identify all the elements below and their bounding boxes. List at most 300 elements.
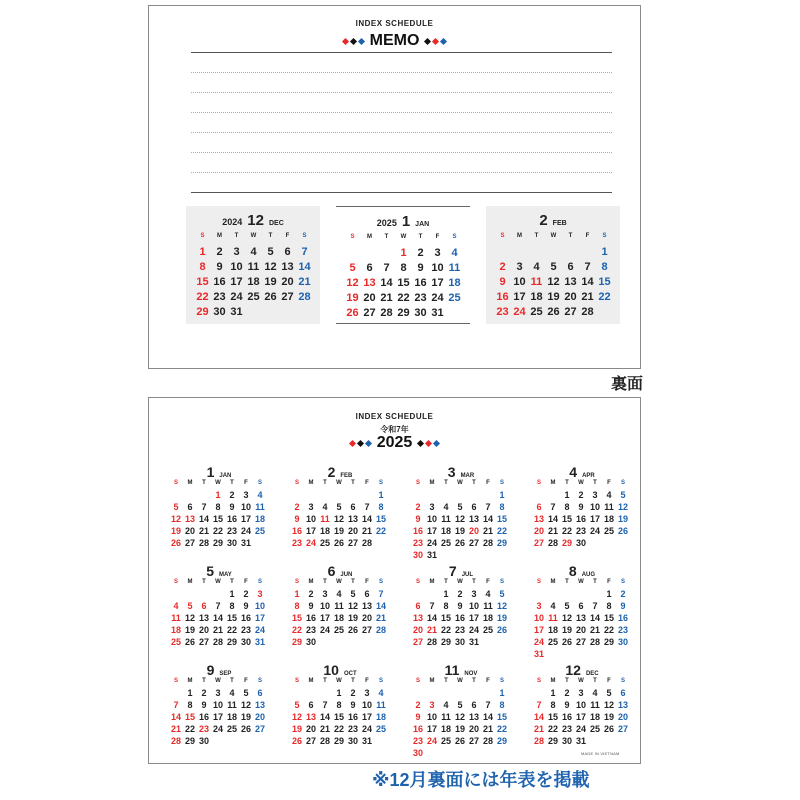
day-cell: 1 [229, 589, 235, 599]
weekday-label: F [607, 480, 611, 486]
day-cell: 8 [378, 502, 384, 512]
day-cell: 17 [589, 514, 600, 524]
weekday-label: F [607, 678, 611, 684]
day-cell: 13 [198, 613, 209, 623]
memo-top-rule [191, 52, 612, 53]
day-cell: 28 [361, 538, 372, 548]
day-cell: 4 [336, 589, 342, 599]
month-header [532, 662, 632, 678]
weekday-label: T [230, 579, 234, 585]
day-cell: 21 [212, 625, 223, 635]
day-cell: 3 [233, 246, 240, 258]
day-cell: 14 [298, 261, 311, 273]
day-cell: 27 [198, 637, 209, 647]
weekday-label: W [250, 233, 257, 239]
blank-cell [411, 687, 425, 699]
day-cell: 8 [499, 700, 505, 710]
day-cell: 2 [457, 589, 463, 599]
blank-cell [453, 687, 467, 699]
day-cell: 20 [347, 526, 358, 536]
weekday-label: F [585, 233, 590, 239]
day-cell: 24 [589, 526, 600, 536]
day-cell: 7 [322, 700, 328, 710]
day-cell: 20 [361, 613, 372, 623]
day-cell: 30 [454, 637, 465, 647]
day-cell: 6 [308, 700, 314, 710]
day-cell: 27 [575, 637, 586, 647]
day-cell: 17 [319, 613, 330, 623]
day-cell: 19 [561, 625, 572, 635]
day-cell: 9 [457, 601, 463, 611]
day-cell: 30 [213, 306, 226, 318]
day-cell: 12 [170, 514, 181, 524]
day-cell: 6 [284, 246, 291, 258]
blank-cell [574, 588, 588, 600]
day-cell: 10 [426, 514, 437, 524]
blank-cell [467, 687, 481, 699]
day-cell: 14 [361, 514, 372, 524]
day-cell: 3 [257, 589, 263, 599]
day-cell: 13 [305, 712, 316, 722]
mini-month-dec [186, 206, 320, 324]
day-cell: 1 [215, 490, 221, 500]
weekday-label: T [565, 579, 569, 585]
day-cell: 28 [426, 637, 437, 647]
day-cell: 26 [496, 625, 507, 635]
weekday-label: S [257, 579, 262, 585]
mini-month-number: 12 [247, 212, 264, 229]
day-cell: 28 [212, 637, 223, 647]
weekday-label: T [565, 480, 569, 486]
day-cell: 27 [412, 637, 423, 647]
weekday-label: T [444, 678, 448, 684]
day-cell: 12 [547, 276, 560, 288]
day-cell: 14 [375, 601, 386, 611]
diamond-ornament-left [342, 39, 365, 44]
day-cell: 23 [414, 292, 427, 304]
day-cell: 6 [350, 502, 356, 512]
month-abbr: MAY [219, 572, 232, 578]
day-cell: 11 [255, 502, 265, 512]
month-number: 6 [327, 563, 336, 579]
weekday-label: S [294, 579, 299, 585]
weekday-label: T [234, 233, 239, 239]
weekday-label: T [444, 579, 448, 585]
day-cell: 11 [604, 502, 614, 512]
weekday-label: W [578, 579, 584, 585]
diamond-ornament-left [349, 441, 372, 446]
day-cell: 18 [226, 712, 237, 722]
day-cell: 11 [548, 613, 558, 623]
day-cell: 27 [281, 291, 294, 303]
day-cell: 31 [230, 306, 243, 318]
day-cell: 1 [443, 589, 449, 599]
day-cell: 3 [364, 688, 370, 698]
day-cell: 1 [606, 589, 612, 599]
day-cell: 21 [375, 613, 386, 623]
weekday-label: T [593, 480, 597, 486]
mini-month-jan [336, 206, 470, 324]
month-number: 3 [447, 464, 456, 480]
month-number: 1 [206, 464, 215, 480]
day-cell: 7 [550, 502, 556, 512]
month-grid [411, 579, 509, 648]
blank-cell [411, 588, 425, 600]
blank-cell [511, 245, 528, 260]
day-cell: 11 [441, 712, 451, 722]
day-cell: 24 [240, 526, 251, 536]
day-cell: 16 [305, 613, 316, 623]
day-cell: 15 [196, 276, 209, 288]
day-cell: 10 [254, 601, 265, 611]
blank-cell [378, 246, 395, 261]
day-cell: 8 [601, 261, 608, 273]
day-cell: 25 [440, 736, 451, 746]
day-cell: 8 [215, 502, 221, 512]
day-cell: 3 [536, 601, 542, 611]
day-cell: 28 [298, 291, 311, 303]
back-header: INDEX SCHEDULE [355, 19, 434, 28]
day-cell: 23 [291, 538, 302, 548]
day-cell: 4 [173, 601, 179, 611]
day-cell: 15 [496, 712, 507, 722]
day-cell: 25 [448, 292, 461, 304]
day-cell: 26 [617, 526, 628, 536]
day-cell: 11 [441, 514, 451, 524]
month-abbr: FEB [340, 473, 353, 479]
day-cell: 9 [243, 601, 249, 611]
day-cell: 11 [376, 700, 386, 710]
weekday-label: F [365, 678, 369, 684]
weekday-label: T [268, 233, 273, 239]
weekday-label: S [173, 678, 178, 684]
day-cell: 17 [575, 712, 586, 722]
day-cell: 22 [291, 625, 302, 635]
day-cell: 19 [496, 613, 507, 623]
day-cell: 7 [584, 261, 591, 273]
weekday-label: T [444, 480, 448, 486]
day-cell: 29 [397, 307, 410, 319]
month-grid [194, 233, 313, 320]
memo-line [191, 92, 612, 93]
day-cell: 23 [240, 625, 251, 635]
blank-cell [453, 489, 467, 501]
day-cell: 29 [496, 736, 507, 746]
weekday-label: W [550, 233, 557, 239]
day-cell: 18 [440, 724, 451, 734]
day-cell: 21 [361, 526, 372, 536]
day-cell: 25 [170, 637, 181, 647]
day-cell: 14 [482, 514, 493, 524]
day-cell: 7 [301, 246, 308, 258]
day-cell: 18 [440, 526, 451, 536]
day-cell: 28 [533, 736, 544, 746]
day-cell: 30 [347, 736, 358, 746]
day-cell: 19 [617, 514, 628, 524]
day-cell: 9 [415, 712, 421, 722]
weekday-label: W [578, 480, 584, 486]
day-cell: 20 [533, 526, 544, 536]
month-grid [532, 678, 630, 747]
weekday-label: S [620, 678, 625, 684]
day-cell: 20 [281, 276, 294, 288]
day-cell: 10 [212, 700, 223, 710]
weekday-label: M [429, 579, 435, 585]
day-cell: 24 [426, 736, 437, 746]
day-cell: 15 [291, 613, 302, 623]
weekday-label: S [302, 233, 307, 239]
day-cell: 9 [499, 276, 506, 288]
day-cell: 23 [575, 526, 586, 536]
month-header [290, 563, 390, 579]
day-cell: 21 [482, 526, 493, 536]
day-cell: 17 [426, 724, 437, 734]
memo-bottom-rule [191, 192, 612, 193]
day-cell: 10 [426, 712, 437, 722]
day-cell: 1 [336, 688, 342, 698]
day-cell: 2 [578, 490, 584, 500]
day-cell: 10 [361, 700, 372, 710]
day-cell: 31 [575, 736, 586, 746]
day-cell: 5 [457, 700, 463, 710]
day-cell: 2 [350, 688, 356, 698]
day-cell: 25 [319, 538, 330, 548]
weekday-label: T [472, 579, 476, 585]
day-cell: 23 [561, 724, 572, 734]
day-cell: 12 [496, 601, 507, 611]
day-cell: 15 [375, 514, 386, 524]
weekday-label: S [378, 579, 383, 585]
month-number: 10 [323, 662, 339, 678]
day-cell: 20 [575, 625, 586, 635]
day-cell: 8 [294, 601, 300, 611]
day-cell: 26 [264, 291, 277, 303]
day-cell: 22 [196, 291, 209, 303]
day-cell: 5 [294, 700, 300, 710]
blank-cell [183, 489, 197, 501]
day-cell: 26 [170, 538, 181, 548]
day-cell: 3 [516, 261, 523, 273]
blank-cell [425, 588, 439, 600]
day-cell: 10 [575, 700, 586, 710]
day-cell: 3 [243, 490, 249, 500]
day-cell: 5 [349, 262, 356, 274]
day-cell: 2 [620, 589, 626, 599]
day-cell: 5 [606, 688, 612, 698]
day-cell: 28 [581, 306, 594, 318]
month-header [290, 662, 390, 678]
month-number: 12 [565, 662, 581, 678]
day-cell: 14 [212, 613, 223, 623]
weekday-label: S [620, 480, 625, 486]
day-cell: 10 [305, 514, 316, 524]
day-cell: 6 [201, 601, 207, 611]
day-cell: 7 [378, 589, 384, 599]
memo-line [191, 172, 612, 173]
weekday-label: W [400, 234, 407, 240]
day-cell: 5 [350, 589, 356, 599]
day-cell: 15 [598, 276, 611, 288]
day-cell: 27 [361, 625, 372, 635]
day-cell: 28 [380, 307, 393, 319]
day-cell: 10 [230, 261, 243, 273]
year-calendar-card [148, 397, 641, 764]
day-cell: 31 [240, 538, 251, 548]
weekday-label: S [350, 234, 355, 240]
day-cell: 19 [264, 276, 277, 288]
day-cell: 10 [240, 502, 251, 512]
day-cell: 6 [364, 589, 370, 599]
day-cell: 22 [598, 291, 611, 303]
weekday-label: F [486, 480, 490, 486]
mini-month-year: 2025 [376, 218, 397, 228]
weekday-label: S [173, 579, 178, 585]
day-cell: 9 [294, 514, 300, 524]
day-cell: 9 [201, 700, 207, 710]
weekday-label: M [187, 480, 193, 486]
weekday-label: S [378, 480, 383, 486]
weekday-label: T [472, 480, 476, 486]
day-cell: 4 [606, 490, 612, 500]
day-cell: 18 [254, 514, 265, 524]
day-cell: 9 [229, 502, 235, 512]
day-cell: 10 [468, 601, 479, 611]
day-cell: 16 [240, 613, 251, 623]
day-cell: 11 [320, 514, 330, 524]
day-cell: 19 [454, 724, 465, 734]
day-cell: 18 [375, 712, 386, 722]
weekday-label: S [602, 233, 607, 239]
memo-line [191, 112, 612, 113]
day-cell: 1 [499, 490, 505, 500]
day-cell: 19 [454, 526, 465, 536]
day-cell: 28 [589, 637, 600, 647]
day-cell: 20 [184, 526, 195, 536]
day-cell: 5 [550, 261, 557, 273]
day-cell: 11 [171, 613, 181, 623]
day-cell: 6 [257, 688, 263, 698]
day-cell: 9 [578, 502, 584, 512]
month-abbr: NOV [464, 671, 478, 677]
day-cell: 4 [451, 247, 458, 259]
day-cell: 26 [547, 306, 560, 318]
mini-month-abbr: FEB [552, 220, 567, 227]
day-cell: 13 [363, 277, 376, 289]
weekday-label: W [215, 579, 221, 585]
day-cell: 6 [536, 502, 542, 512]
day-cell: 15 [496, 514, 507, 524]
day-cell: 14 [533, 712, 544, 722]
month-header [532, 464, 632, 480]
day-cell: 27 [617, 724, 628, 734]
month-abbr: APR [582, 473, 595, 479]
day-cell: 15 [603, 613, 614, 623]
day-cell: 22 [397, 292, 410, 304]
day-cell: 16 [496, 291, 509, 303]
blank-cell [425, 687, 439, 699]
day-cell: 6 [578, 601, 584, 611]
day-cell: 25 [254, 526, 265, 536]
day-cell: 29 [226, 637, 237, 647]
weekday-label: S [415, 579, 420, 585]
day-cell: 5 [620, 490, 626, 500]
blank-cell [532, 588, 546, 600]
weekday-label: S [257, 480, 262, 486]
month-header [411, 464, 511, 480]
day-cell: 16 [412, 724, 423, 734]
day-cell: 12 [240, 700, 251, 710]
weekday-label: T [593, 579, 597, 585]
day-cell: 21 [533, 724, 544, 734]
day-cell: 2 [229, 490, 235, 500]
weekday-label: S [415, 678, 420, 684]
day-cell: 29 [291, 637, 302, 647]
weekday-label: S [294, 678, 299, 684]
memo-card [148, 5, 641, 369]
weekday-label: S [294, 480, 299, 486]
day-cell: 25 [226, 724, 237, 734]
day-cell: 7 [173, 700, 179, 710]
month-abbr: MAR [460, 473, 475, 479]
day-cell: 9 [216, 261, 223, 273]
memo-title-row [149, 32, 640, 50]
day-cell: 21 [319, 724, 330, 734]
day-cell: 21 [170, 724, 181, 734]
day-cell: 27 [305, 736, 316, 746]
blank-cell [532, 489, 546, 501]
weekday-label: W [336, 678, 342, 684]
day-cell: 13 [254, 700, 265, 710]
weekday-label: T [351, 678, 355, 684]
day-cell: 21 [298, 276, 311, 288]
weekday-label: W [336, 480, 342, 486]
month-number: 9 [206, 662, 215, 678]
day-cell: 4 [229, 688, 235, 698]
day-cell: 13 [468, 712, 479, 722]
day-cell: 12 [603, 700, 614, 710]
day-cell: 8 [564, 502, 570, 512]
month-number: 4 [569, 464, 578, 480]
blank-cell [467, 489, 481, 501]
day-cell: 22 [375, 526, 386, 536]
day-cell: 26 [333, 538, 344, 548]
day-cell: 15 [212, 514, 223, 524]
day-cell: 26 [603, 724, 614, 734]
mini-month-abbr: DEC [268, 220, 284, 227]
blank-cell [361, 246, 378, 261]
day-cell: 21 [426, 625, 437, 635]
day-cell: 19 [291, 724, 302, 734]
day-cell: 3 [592, 490, 598, 500]
day-cell: 2 [564, 688, 570, 698]
day-cell: 6 [366, 262, 373, 274]
day-cell: 17 [361, 712, 372, 722]
day-cell: 2 [499, 261, 506, 273]
blank-cell [332, 489, 346, 501]
day-cell: 9 [350, 700, 356, 710]
day-cell: 2 [417, 247, 424, 259]
day-cell: 22 [496, 526, 507, 536]
month-abbr: DEC [585, 671, 599, 677]
day-cell: 10 [513, 276, 526, 288]
month-number: 5 [206, 563, 214, 579]
day-cell: 1 [199, 246, 206, 258]
day-cell: 30 [198, 736, 209, 746]
day-cell: 31 [431, 307, 444, 319]
weekday-label: M [308, 480, 314, 486]
day-cell: 30 [617, 637, 628, 647]
weekday-label: M [550, 480, 556, 486]
